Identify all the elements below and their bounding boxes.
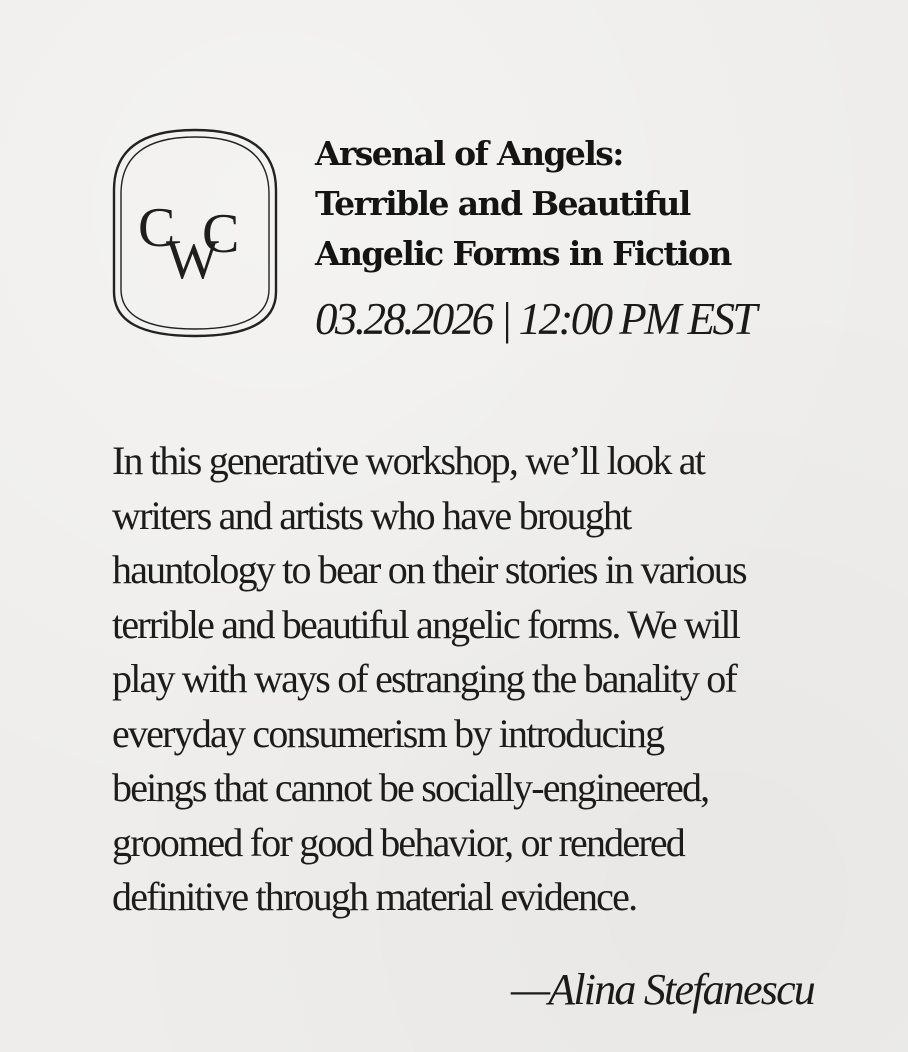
description-line: everyday consumerism by introducing [112, 710, 664, 756]
description-line: hauntology to bear on their stories in various [112, 547, 746, 592]
monogram-letter-w: W [166, 229, 219, 291]
author-attribution: —Alina Stefanescu [510, 965, 814, 1014]
cwc-monogram-logo [110, 126, 280, 340]
monogram-letter-c-left: C [138, 197, 176, 259]
event-title-line: Angelic Forms in Fiction [315, 234, 731, 273]
description-line: definitive through material evidence. [112, 874, 637, 919]
description-line: groomed for good behavior, or rendered [112, 819, 684, 865]
description-line: writers and artists who have brought [112, 492, 631, 538]
event-description [112, 434, 852, 925]
event-title-line: Terrible and Beautiful [315, 184, 690, 223]
description-line: beings that cannot be socially-engineered, [112, 765, 709, 810]
description-line: play with ways of estranging the banality of [112, 656, 736, 701]
description-line: In this generative workshop, we’ll look at [112, 438, 705, 483]
description-line: terrible and beautiful angelic forms. We will [112, 601, 740, 647]
monogram-letter-c-right: C [202, 203, 240, 265]
event-title [315, 129, 875, 279]
event-datetime: 03.28.2026 | 12:00 PM EST [315, 294, 755, 344]
event-title-line: Arsenal of Angels: [315, 134, 623, 173]
event-header [315, 129, 875, 347]
